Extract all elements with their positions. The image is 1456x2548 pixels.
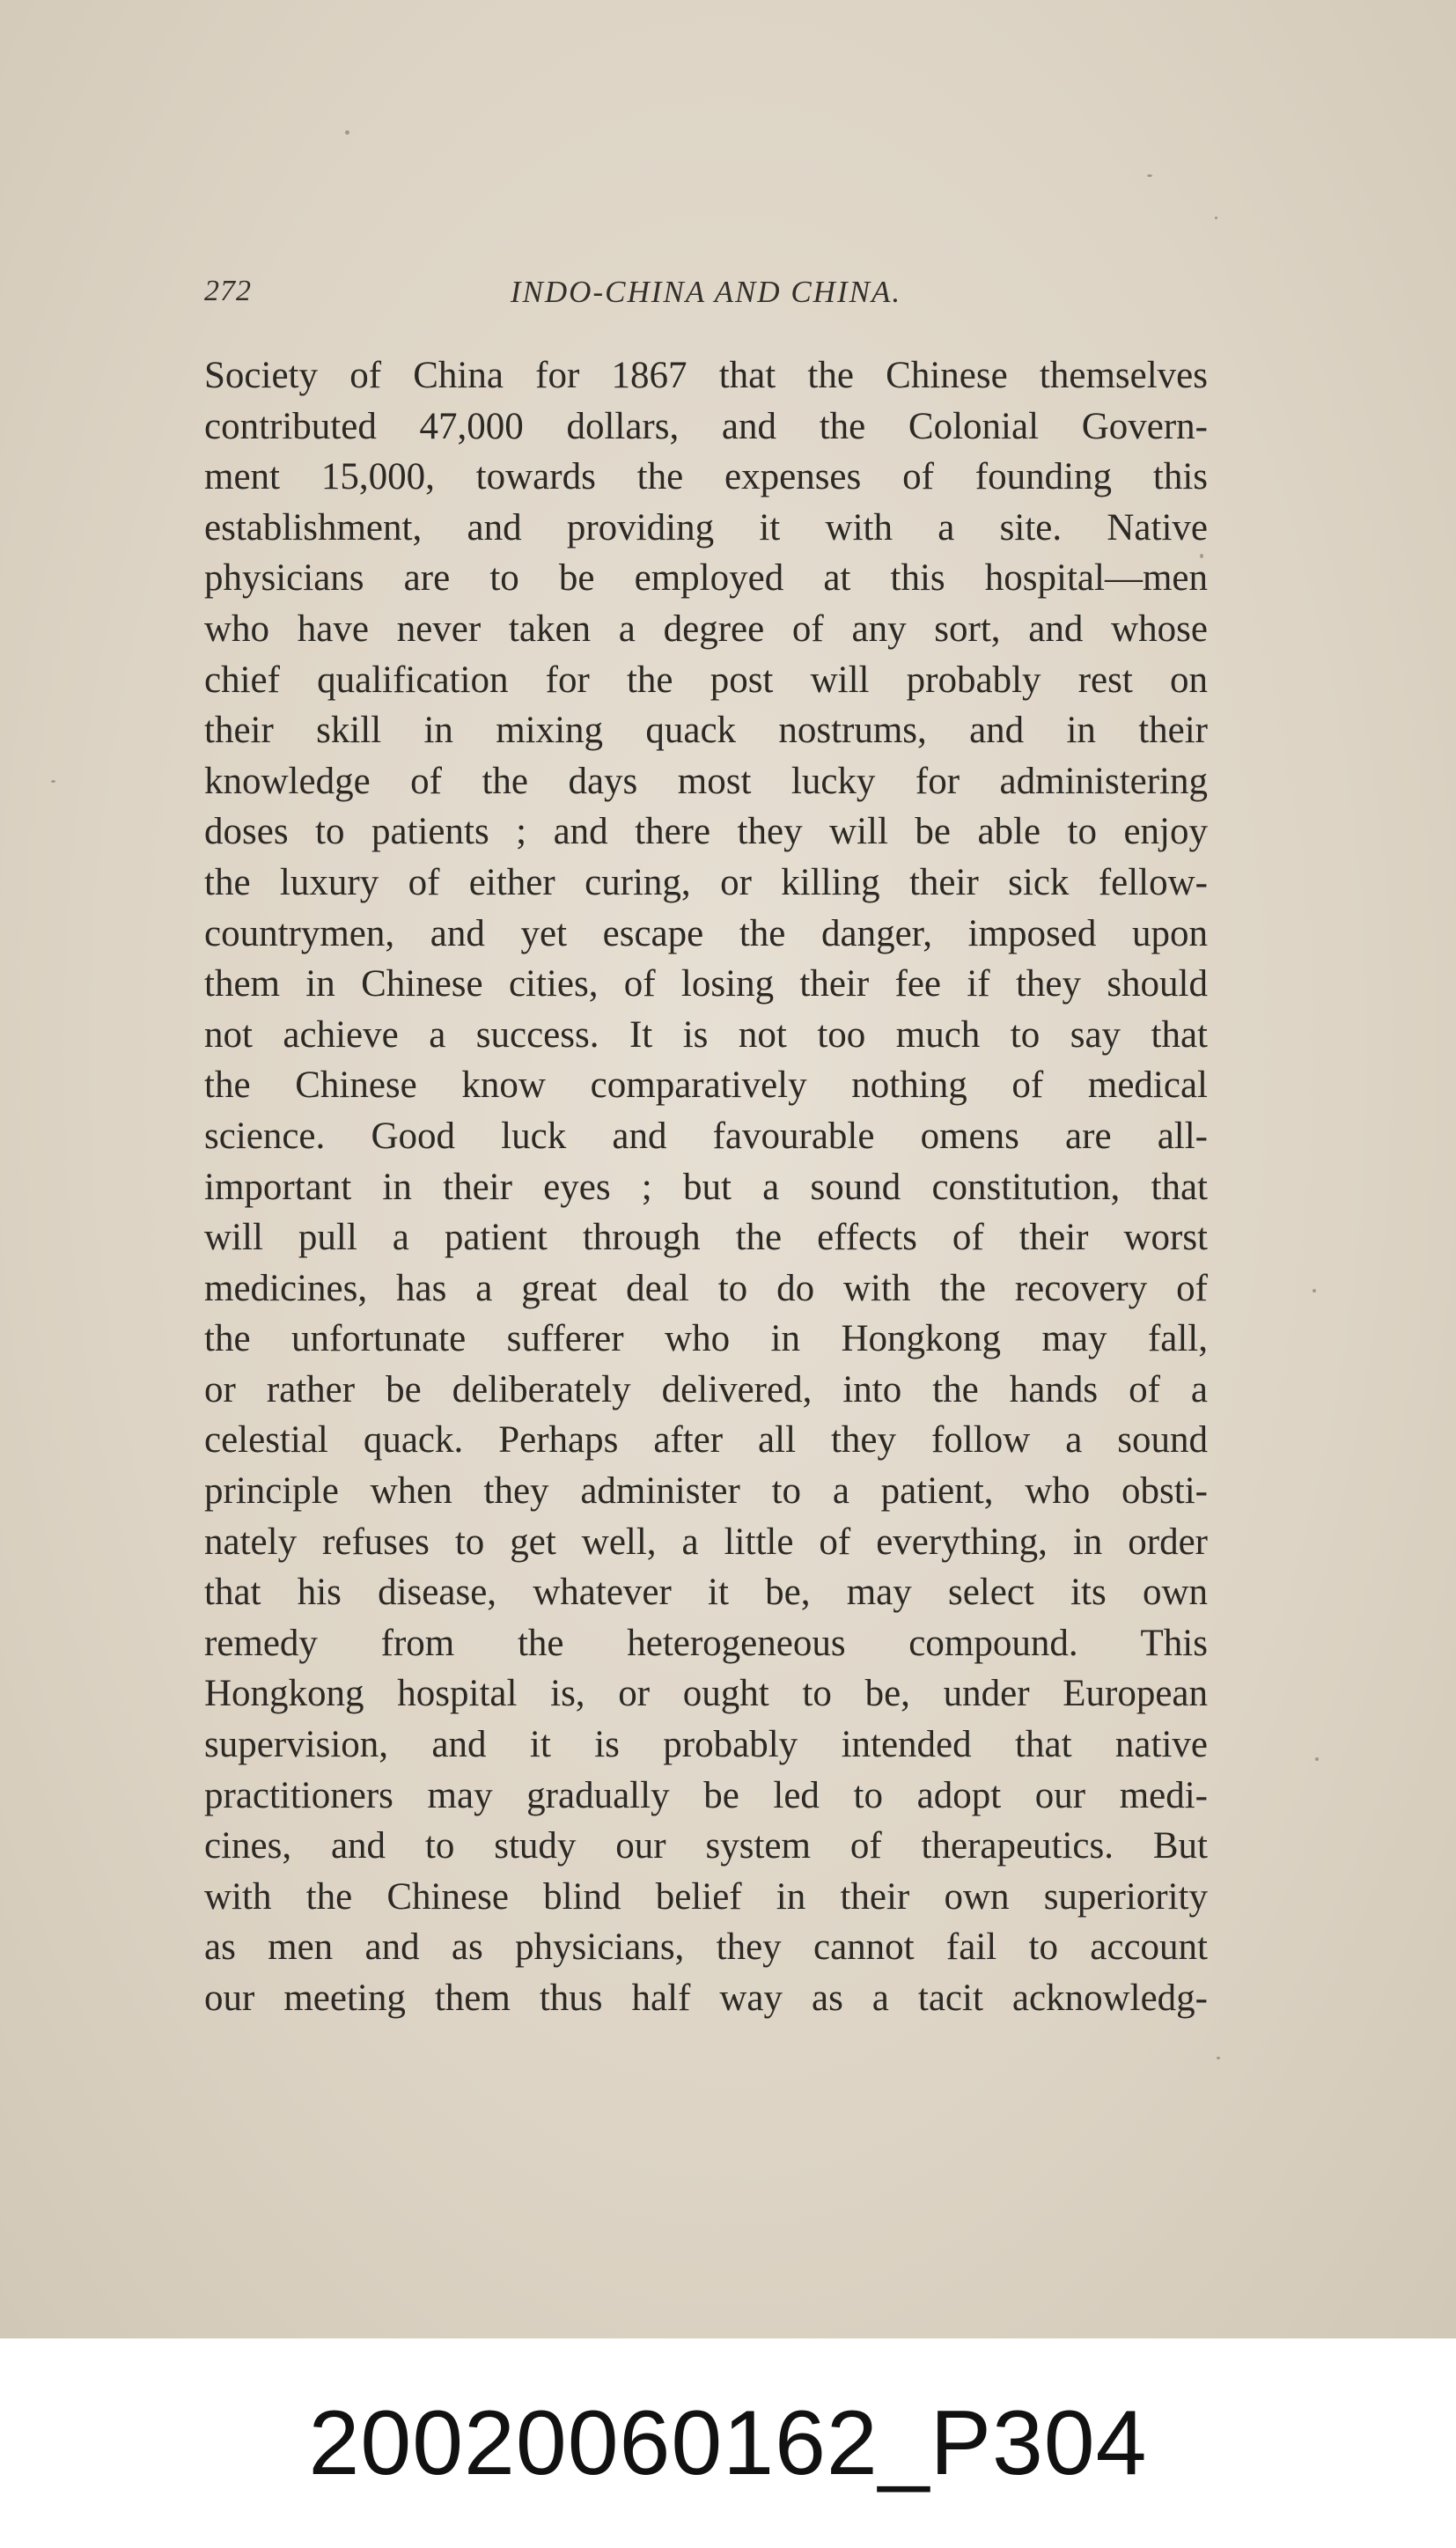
paper-speck <box>1315 1757 1319 1761</box>
text-line-content: remedy from the heterogeneous compound. This <box>204 1622 1208 1664</box>
text-line <box>204 1060 1208 1111</box>
text-line-content: establishment, and providing it with a site. Native <box>204 506 1208 549</box>
caption-area <box>0 2338 1456 2548</box>
text-line <box>204 604 1208 655</box>
text-line <box>204 1466 1208 1517</box>
text-line <box>204 655 1208 706</box>
text-line <box>204 1162 1208 1213</box>
text-line <box>204 1415 1208 1466</box>
text-line-content: practitioners may gradually be led to adopt our medi- <box>204 1774 1208 1816</box>
text-line <box>204 1567 1208 1618</box>
paper-speck <box>1147 174 1152 177</box>
running-head <box>204 275 1208 319</box>
paper-speck <box>51 780 55 783</box>
text-line <box>204 1314 1208 1365</box>
text-line-content: countrymen, and yet escape the danger, imposed upon <box>204 912 1208 954</box>
text-line <box>204 806 1208 858</box>
paper-speck <box>1215 217 1217 219</box>
text-line-content: with the Chinese blind belief in their own superiority <box>204 1875 1208 1918</box>
text-line-content: the Chinese know comparatively nothing of medical <box>204 1064 1208 1107</box>
text-line <box>204 1263 1208 1315</box>
body-text <box>204 350 1208 2024</box>
text-line <box>204 1720 1208 1771</box>
text-line-content: our meeting them thus half way as a tacit acknowledg- <box>204 1977 1208 2019</box>
text-line <box>204 1973 1208 2024</box>
text-line <box>204 401 1208 453</box>
text-line <box>204 1668 1208 1720</box>
text-line-content: their skill in mixing quack nostrums, and in their <box>204 710 1208 752</box>
text-line-content: that his disease, whatever it be, may select its own <box>204 1572 1208 1614</box>
text-line-content: as men and as physicians, they cannot fail to account <box>204 1926 1208 1969</box>
text-line <box>204 350 1208 401</box>
text-line-content: or rather be deliberately delivered, into the hands of a <box>204 1368 1208 1410</box>
text-line <box>204 1872 1208 1923</box>
text-line-content: ment 15,000, towards the expenses of founding this <box>204 456 1208 498</box>
paper-speck <box>1217 2057 1220 2059</box>
text-line <box>204 1010 1208 1061</box>
text-line <box>204 1517 1208 1568</box>
text-line-content: not achieve a success. It is not too much to say that <box>204 1013 1208 1056</box>
book-title: INDO-CHINA AND CHINA. <box>510 275 902 309</box>
text-line <box>204 1365 1208 1416</box>
text-line-content: contributed 47,000 dollars, and the Colonial Govern- <box>204 405 1208 447</box>
text-line-content: medicines, has a great deal to do with the recovery of <box>204 1267 1208 1309</box>
text-line-content: them in Chinese cities, of losing their fee if they should <box>204 963 1208 1005</box>
text-line <box>204 1771 1208 1822</box>
text-line-content: important in their eyes ; but a sound constitution, that <box>204 1166 1208 1208</box>
paper-speck <box>1313 1289 1316 1292</box>
text-line <box>204 858 1208 909</box>
text-line <box>204 1618 1208 1669</box>
text-line-content: chief qualification for the post will probably rest on <box>204 659 1208 701</box>
text-line-content: supervision, and it is probably intended that native <box>204 1724 1208 1766</box>
text-line-content: will pull a patient through the effects of their worst <box>204 1217 1208 1259</box>
text-line-content: doses to patients ; and there they will be able to enjoy <box>204 811 1208 853</box>
text-line-content: Society of China for 1867 that the Chinese themselves <box>204 355 1208 396</box>
text-line-content: who have never taken a degree of any sort, and whose <box>204 608 1208 650</box>
text-line-content: celestial quack. Perhaps after all they follow a sound <box>204 1419 1208 1462</box>
text-line <box>204 1821 1208 1872</box>
text-line-content: cines, and to study our system of therapeutics. But <box>204 1825 1208 1867</box>
text-line <box>204 1922 1208 1973</box>
text-line-content: physicians are to be employed at this hospital—men <box>204 557 1208 600</box>
image-id-caption: 20020060162_P304 <box>308 2392 1148 2494</box>
text-line-content: the unfortunate sufferer who in Hongkong may fall, <box>204 1318 1208 1360</box>
text-line <box>204 452 1208 503</box>
text-line-content: knowledge of the days most lucky for administering <box>204 760 1208 802</box>
text-line-content: Hongkong hospital is, or ought to be, under European <box>204 1673 1208 1715</box>
page-number: 272 <box>204 275 252 307</box>
text-line <box>204 756 1208 807</box>
text-line-content: science. Good luck and favourable omens are all- <box>204 1115 1208 1157</box>
text-line <box>204 705 1208 756</box>
paper-speck <box>345 130 349 135</box>
text-line <box>204 909 1208 960</box>
text-line-content: the luxury of either curing, or killing their sick fellow- <box>204 861 1208 903</box>
text-line <box>204 1212 1208 1263</box>
text-line <box>204 1111 1208 1162</box>
text-line <box>204 959 1208 1010</box>
text-line-content: principle when they administer to a patient, who obsti- <box>204 1470 1208 1513</box>
text-line <box>204 553 1208 604</box>
text-line <box>204 503 1208 554</box>
text-line-content: nately refuses to get well, a little of everything, in order <box>204 1521 1208 1563</box>
